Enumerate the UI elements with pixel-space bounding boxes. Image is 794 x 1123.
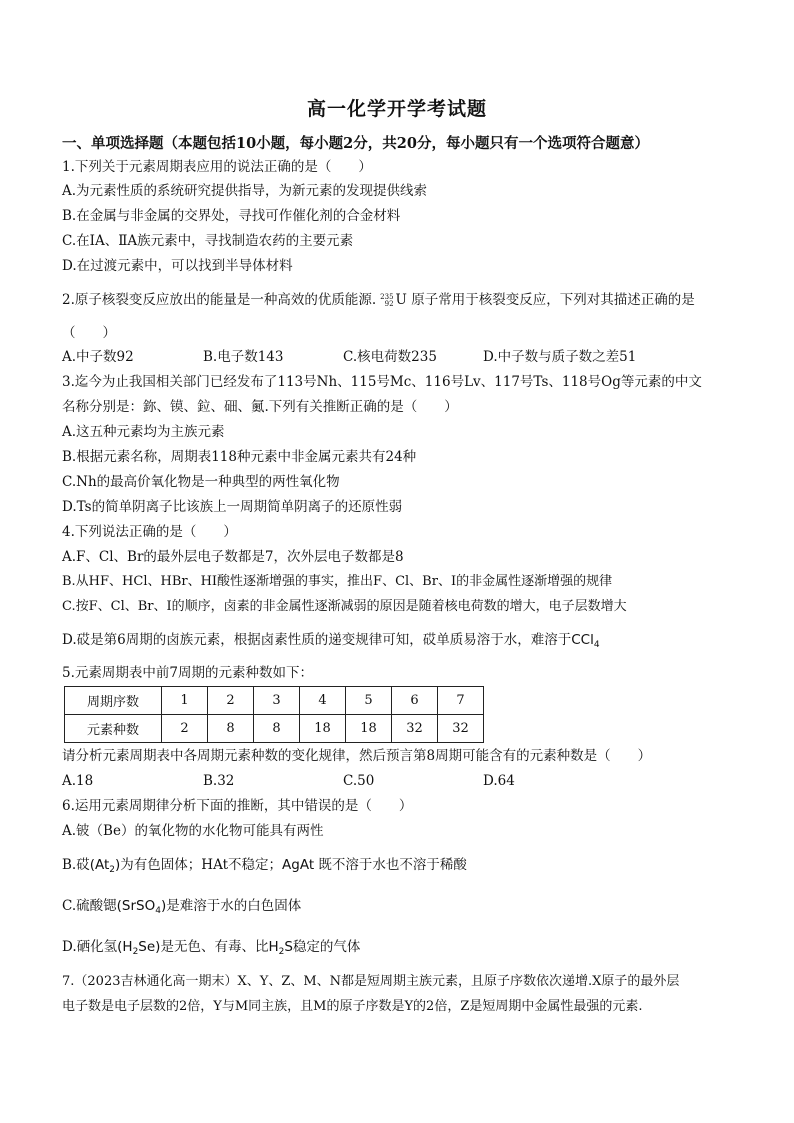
nuclide-notation — [380, 294, 393, 308]
q6-b-pre: B.砹 — [62, 857, 90, 873]
q7-line2: 电子数是电子层数的2倍，Y与M同主族，且M的原子序数是Y的2倍，Z是短周期中金属性最强的元素. — [62, 999, 643, 1014]
q2-paren: （ ） — [62, 325, 116, 341]
q4-option-c: C.按F、Cl、Br、I的顺序，卤素的非金属性逐渐减弱的原因是随着核电荷数的增大，电子层数增大 — [62, 599, 627, 614]
table-cell: 5 — [346, 687, 392, 715]
table-cell: 2 — [162, 715, 208, 743]
table-cell: 32 — [438, 715, 484, 743]
h-text: (H — [117, 939, 133, 955]
at-subscript: 2 — [109, 865, 116, 875]
q6-c-post: 是难溶于水的白色固体 — [166, 898, 302, 914]
q5-option-b: B.32 — [203, 773, 235, 789]
q6-d-post: 稳定的气体 — [292, 939, 361, 955]
table-cell: 18 — [346, 715, 392, 743]
mass-number: 235 — [380, 292, 394, 301]
q4-option-a: A.F、Cl、Br的最外层电子数都是7，次外层电子数都是8 — [62, 549, 404, 565]
at-text: (At — [89, 857, 110, 873]
q5-option-a: A.18 — [62, 773, 94, 789]
table-cell: 4 — [300, 687, 346, 715]
q4-option-b: B.从HF、HCl、HBr、HI酸性逐渐增强的事实，推出F、Cl、Br、I的非金属性逐渐增强的规律 — [62, 574, 613, 589]
h2s-s: S — [284, 939, 293, 955]
q6-b-post: 既不溶于水也不溶于稀酸 — [318, 857, 467, 873]
q3-stem-line2: 名称分别是：鉨、镆、鉝、鿬、鿫.下列有关推断正确的是（ ） — [62, 399, 458, 415]
q5-stem: 5.元素周期表中前7周期的元素种数如下： — [62, 665, 313, 681]
q2-option-c: C.核电荷数235 — [343, 349, 437, 365]
q3-option-d: D.Ts的简单阴离子比该族上一周期简单阴离子的还原性弱 — [62, 499, 403, 515]
table-cell: 1 — [162, 687, 208, 715]
q5-after-text: 请分析元素周期表中各周期元素种数的变化规律，然后预言第8周期可能含有的元素种数是（ ） — [62, 748, 652, 764]
row-header: 周期序数 — [65, 687, 162, 715]
q2-stem-post: 原子常用于核裂变反应，下列对其描述正确的是 — [411, 292, 695, 308]
section-heading: 一、单项选择题（本题包括10小题，每小题2分，共20分，每小题只有一个选项符合题意） — [62, 135, 649, 152]
q6-option-d — [62, 938, 360, 961]
table-cell: 8 — [208, 715, 254, 743]
srso-close: ) — [160, 898, 167, 914]
q1-option-c: C.在ⅠA、ⅡA族元素中，寻找制造农药的主要元素 — [62, 233, 354, 249]
element-symbol: U — [395, 292, 407, 308]
q3-option-a: A.这五种元素均为主族元素 — [62, 424, 225, 440]
q4-option-d-text: D.砹是第6周期的卤族元素，根据卤素性质的递变规律可知，砹单质易溶于水，难溶于 — [62, 632, 572, 648]
q5-option-c: C.50 — [343, 773, 375, 789]
table-cell: 18 — [300, 715, 346, 743]
table-row — [65, 687, 484, 715]
table-cell: 3 — [254, 687, 300, 715]
q1-option-d: D.在过渡元素中，可以找到半导体材料 — [62, 258, 293, 274]
ccl4-formula — [571, 632, 599, 648]
q2-option-b: B.电子数143 — [203, 349, 284, 365]
q3-option-b: B.根据元素名称，周期表118种元素中非金属元素共有24种 — [62, 449, 417, 465]
h2s-formula — [268, 939, 292, 955]
period-table — [64, 686, 484, 743]
h-subscript: 2 — [132, 947, 139, 957]
table-cell: 6 — [392, 687, 438, 715]
q4-option-d — [62, 631, 600, 654]
q6-option-c — [62, 897, 301, 920]
row-header: 元素种数 — [65, 715, 162, 743]
table-cell: 8 — [254, 715, 300, 743]
q2-stem-pre: 2.原子核裂变反应放出的能量是一种高效的优质能源. — [62, 292, 377, 308]
h2s-h: H — [268, 939, 279, 955]
q1-stem: 1.下列关于元素周期表应用的说法正确的是（ ） — [62, 159, 372, 175]
q6-stem: 6.运用元素周期律分析下面的推断，其中错误的是（ ） — [62, 798, 413, 814]
se-text: Se) — [138, 939, 161, 955]
q6-option-a: A.铍（Be）的氧化物的水化物可能具有两性 — [62, 823, 324, 839]
q6-d-mid: 是无色、有毒、比 — [160, 939, 269, 955]
table-cell: 2 — [208, 687, 254, 715]
table-cell: 7 — [438, 687, 484, 715]
q6-d-pre: D.硒化氢 — [62, 939, 118, 955]
q1-option-a: A.为元素性质的系统研究提供指导，为新元素的发现提供线索 — [62, 183, 428, 199]
q1-option-b: B.在金属与非金属的交界处，寻找可作催化剂的合金材料 — [62, 208, 401, 224]
at2-formula — [90, 857, 121, 873]
agat-formula: AgAt — [282, 857, 315, 873]
at-close: ) — [115, 857, 121, 873]
q3-stem-line1: 3.迄今为止我国相关部门已经发布了113号Nh、115号Mc、116号Lv、117号Ts、118号Og等元素的中文 — [62, 374, 702, 390]
srso4-formula — [117, 898, 167, 914]
table-cell: 32 — [392, 715, 438, 743]
srso-subscript: 4 — [155, 906, 161, 916]
h2se-formula — [117, 939, 160, 955]
ccl-text: CCl — [571, 632, 594, 648]
q2-option-a: A.中子数92 — [62, 349, 134, 365]
q6-b-mid: 为有色固体；HAt不稳定； — [120, 857, 283, 873]
q2-option-d: D.中子数与质子数之差51 — [483, 349, 637, 365]
q3-option-c: C.Nh的最高价氧化物是一种典型的两性氧化物 — [62, 474, 340, 490]
page-title: 高一化学开学考试题 — [306, 98, 487, 120]
atomic-number: 92 — [384, 299, 394, 308]
q2-stem — [62, 291, 695, 309]
q4-stem: 4.下列说法正确的是（ ） — [62, 524, 237, 540]
q7-line1: 7.（2023吉林通化高一期末）X、Y、Z、M、N都是短周期主族元素，且原子序数依次递增.X原子的最外层 — [62, 974, 680, 989]
ccl-subscript: 4 — [593, 640, 600, 650]
table-row — [65, 715, 484, 743]
q5-option-d: D.64 — [483, 773, 515, 789]
q6-option-b — [62, 856, 467, 879]
h2s-subscript: 2 — [278, 947, 285, 957]
q6-c-pre: C.硫酸锶 — [62, 898, 117, 914]
srso-text: (SrSO — [116, 898, 156, 914]
